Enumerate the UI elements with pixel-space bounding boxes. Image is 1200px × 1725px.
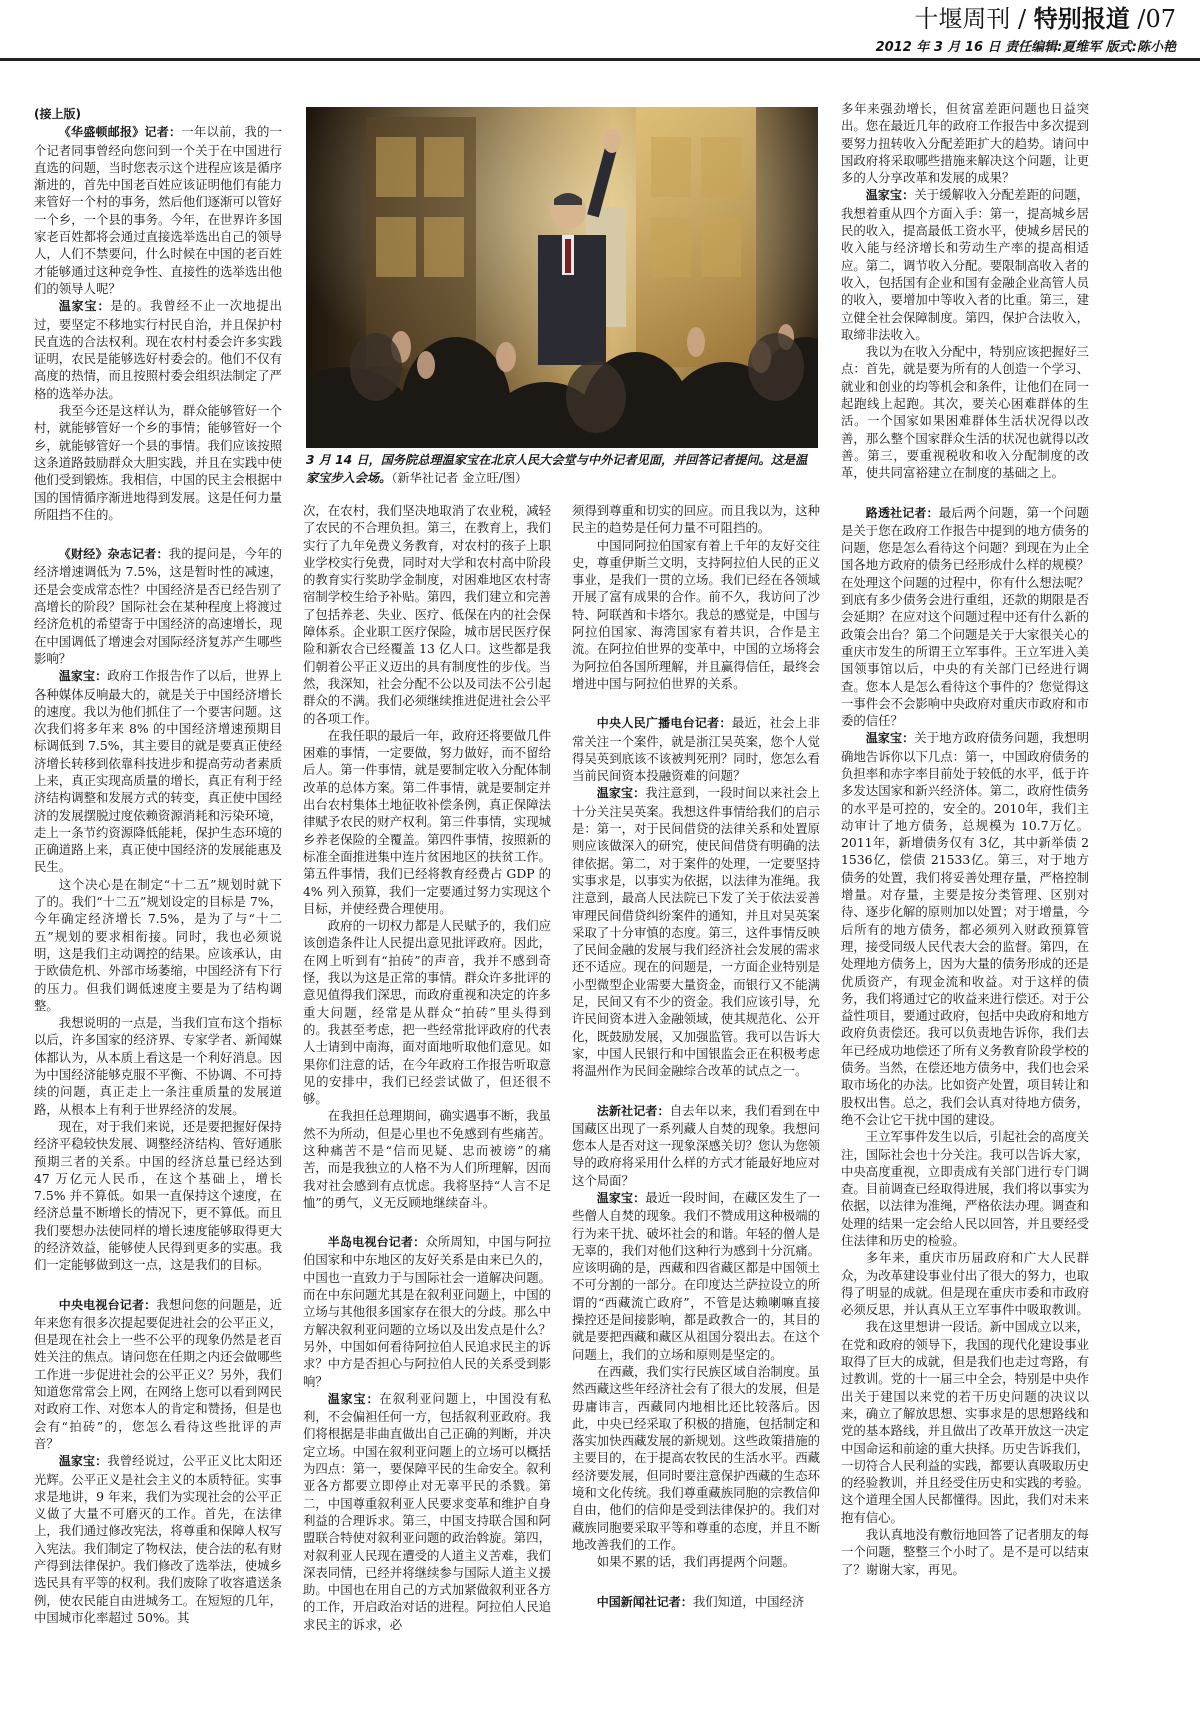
page-number: /07 (1129, 5, 1176, 33)
speaker-label: 中央电视台记者： (58, 1297, 157, 1312)
continued-marker: (接上版) (34, 107, 81, 121)
article-paragraph (572, 1593, 820, 1611)
article-paragraph (572, 1189, 820, 1363)
article-paragraph (572, 502, 820, 537)
speaker-label: 中央人民广播电台记者： (596, 716, 732, 731)
paragraph-text: 在叙利亚问题上，中国没有私利，不会偏袒任何一方，包括叙利亚政府。我们将根据是非曲直做出自己正确的判断，并决定立场。中国在叙利亚问题上的立场可以概括为四点：第一，要保障平民的生命安全。叙利亚各方都要立即停止对无辜平民的杀戮。第二，中国尊重叙利亚人民要求变革和维护自身利益的合理诉求。第三，中国支持联合国和阿盟联合特使对叙利亚问题的政治斡旋。第四，对叙利亚人民现在遭受的人道主义苦难，我们深表同情，已经并将继续参与国际人道主义援助。中国也在用自己的方式加紧做叙利亚各方的工作，开启政治对话的进程。阿拉伯人民追求民主的诉求，必 (303, 1390, 551, 1632)
article-paragraph (841, 186, 1089, 343)
paper-name: 十堰周刊 (914, 5, 1011, 33)
article-paragraph (34, 123, 282, 297)
paragraph-text: 是的。我曾经不止一次地提出过，要坚定不移地实行村民自治，并且保护村民直选的合法权利。现在农村村委会许多实践证明，农民是能够选好村委会的。他们不仅有高度的热情，而且按照村委会组织法制定了严格的选举办法。 (34, 298, 282, 401)
paragraph-text: 关于缓解收入分配差距的问题，我想着重从四个方面入手：第一，提高城乡居民的收入，提高最低工资水平，使城乡居民的收入能与经济增长和劳动生产率的提高相适应。第二，调节收入分配。要限制高收入者的收入，包括国有企业和国有金融企业高管人员的收入，要增加中等收入者的比重。第三，建立健全社会保障制度。第四，保护合法收入，取缔非法收入。 (841, 187, 1089, 342)
article-paragraph (303, 1390, 551, 1633)
speaker-label: 半岛电视台记者： (327, 1235, 426, 1250)
header-rule (0, 58, 1200, 61)
article-paragraph (841, 1249, 1089, 1318)
paragraph-text: 我曾经说过，公平正义比太阳还光辉。公平正义是社会主义的本质特征。实事求是地讲，9 年来，我们为实现社会的公平正义做了大量不可磨灭的工作。首先，在法律上，我们通过修改宪法，将尊重和保障人权写入宪法。我们制定了物权法，使合法的私有财产得到法律保护。我们修改了选举法，使城乡选民具有平等的权利。我们废除了收容遣送条例，使农民能自由进城务工。在短短的几年，中国城市化率超过 50%。其 (34, 1453, 282, 1625)
paragraph-text: 中国同阿拉伯国家有着上千年的友好交往史，尊重伊斯兰文明，支持阿拉伯人民的正义事业，是我们一贯的立场。我们已经在各领域开展了富有成果的合作。前不久，我访问了沙特、阿联酋和卡塔尔。我总的感觉是，中国与阿拉伯国家、海湾国家有着共识，合作是主流。在阿拉伯世界的变革中，中国的立场将会为阿拉伯各国所理解，并且赢得信任，最终会增进中国与阿拉伯世界的关系。 (572, 537, 820, 691)
article-paragraph (572, 714, 820, 784)
paragraph-text: 我至今还是这样认为，群众能够管好一个村，就能够管好一个乡的事情；能够管好一个乡，就能够管好一个县的事情。我们应该按照这条道路鼓励群众大胆实践，并且在实践中使他们受到锻炼。我相信，中国的民主会根据中国的国情循序渐进地得到发展。这是任何力量所阻挡不住的。 (34, 403, 282, 522)
article-paragraph (572, 784, 820, 1079)
speaker-label: 中国新闻社记者： (596, 1594, 693, 1609)
article-paragraph (841, 504, 1089, 730)
paragraph-text: 最近一段时间，在藏区发生了一些僧人自焚的现象。我们不赞成用这种极端的行为来干扰、破坏社会的和谐。年轻的僧人是无辜的，我们对他们这种行为感到十分沉痛。应该明确的是，西藏和四省藏区都是中国领土不可分割的一部分。在印度达兰萨拉设立的所谓的“西藏流亡政府”，不管是达赖喇嘛直接操控还是间接影响，都是政教合一的，其目的就是要把西藏和藏区从祖国分裂出去。在这个问题上，我们的立场和原则是坚定的。 (572, 1189, 820, 1362)
article-paragraph (841, 1526, 1089, 1578)
article-paragraph (34, 545, 282, 667)
speaker-label: 温家宝： (327, 1391, 380, 1406)
speaker-label: 温家宝： (596, 786, 646, 801)
news-photo (306, 107, 818, 448)
paragraph-text: 最后两个问题，第一个问题是关于您在政府工作报告中提到的地方债务的问题，您是怎么看待这个问题？到现在为止全国各地方政府的债务已经形成什么样的规模？在处理这个问题的过程中，你有什么想法呢？到底有多少债务会进行重组，还款的期限是否会延期？在应对这个问题过程中还有什么新的政策会出台？第二个问题是关于大家很关心的重庆市发生的所谓王立军事件。王立军进入美国领事馆以后，中央的有关部门已经进行调查。您本人是怎么看待这个事件的？您觉得这一事件会不会影响中央政府对重庆市政府和市委的信任？ (841, 504, 1089, 729)
paragraph-text: 这个决心是在制定“十二五”规划时就下了的。我们“十二五”规划设定的目标是 7%，今年确定经济增长 7.5%，是为了与“十二五”规划的要求相衔接。同时，我也必须说明，这是我们主动调控的结果。应该承认，由于欧债危机、外部市场萎缩，中国经济有下行的压力。但我们调低速度主要是为了结构调整。 (34, 876, 282, 1013)
paragraph-text: 政府的一切权力都是人民赋予的，我们应该创造条件让人民提出意见批评政府。因此，在网上听到有“拍砖”的声音，我并不感到奇怪，我以为这是正常的事情。群众许多批评的意见值得我们深思，而政府重视和决定的许多重大问题，经常是从群众“拍砖”里头得到的。我甚至考虑，把一些经常批评政府的代表人士请到中南海，面对面地听取他们意见。如果你们注意的话，在今年政府工作报告听取意见的安排中，我们已经尝试做了，但还很不够。 (303, 918, 551, 1107)
speaker-label: 温家宝： (58, 669, 108, 684)
article-paragraph (841, 343, 1089, 481)
caption-credit: （新华社记者 金立旺/图） (391, 470, 528, 485)
article-paragraph (572, 537, 820, 693)
paragraph-text: 最近，社会上非常关注一个案件，就是浙江吴英案，您个人觉得吴英到底该不该被判死刑？同时，您怎么看当前民间资本投融资难的问题？ (572, 715, 820, 784)
speaker-label: 路透社记者： (865, 505, 939, 520)
paragraph-text: 我认真地没有敷衍地回答了记者朋友的每一个问题，整整三个小时了。是不是可以结束了？谢谢大家，再见。 (841, 1527, 1089, 1577)
article-paragraph (303, 502, 551, 727)
article-paragraph (34, 1118, 282, 1274)
caption-main: 3 月 14 日，国务院总理温家宝在北京人民大会堂与中外记者见面，并回答记者提问。这是温家宝步入会场。 (306, 453, 808, 485)
speaker-label: 法新社记者： (596, 1103, 670, 1118)
page-title (914, 4, 1176, 34)
paragraph-text: 我想说明的一点是，当我们宣布这个指标以后，许多国家的经济界、专家学者、新闻媒体都认为，从本质上看这是一个利好消息。因为中国经济能够克服不平衡、不协调、不可持续的问题，真正走上一条注重质量的发展道路，从根本上有利于世界经济的发展。 (34, 1015, 282, 1117)
speaker-label: 温家宝： (865, 731, 915, 746)
issue-meta: 2012 年 3 月 16 日 责任编辑:夏维军 版式:陈小艳 (875, 40, 1176, 55)
article-paragraph (572, 1553, 820, 1570)
paragraph-text: 我在这里想讲一段话。新中国成立以来，在党和政府的领导下，我国的现代化建设事业取得了巨大的成就，但是我们也走过弯路，有过教训。党的十一届三中全会，特别是中央作出关于建国以来党的若干历史问题的决议以来，确立了解放思想、实事求是的思想路线和党的基本路线，并且做出了改革开放这一决定中国命运和前途的重大抉择。历史告诉我们，一切符合人民利益的实践，都要认真吸取历史的经验教训，并且经受住历史和实践的考验。这个道理全国人民都懂得。因此，我们对未来抱有信心。 (841, 1319, 1089, 1525)
paragraph-text: 政府工作报告作了以后，世界上各种媒体反响最大的，就是关于中国经济增长的速度。我以为他们抓住了一个要害问题。这次我们将多年来 8% 的中国经济增速预期目标调低到 7.5%，其主要目的就是要真正使经济增长转移到依靠科技进步和提高劳动者素质上来，真正实现高质量的增长，真正有利于经济结构调整和发展方式的转变，真正使中国经济的发展摆脱过度依赖资源消耗和污染环境，走上一条节约资源降低能耗，保护生态环境的正确道路上来，真正使中国经济的发展能惠及民生。 (34, 668, 282, 875)
paragraph-text: 现在，对于我们来说，还是要把握好保持经济平稳较快发展、调整经济结构、管好通胀预期三者的关系。中国的经济总量已经达到 47 万亿元人民币，在这个基础上，增长 7.5% 并不算低。如果一直保持这个速度，在经济总量不断增长的情况下，更不算低。而且我们要想办法使同样的增长速度能够取得更大的经济效益，能够使人民得到更多的实惠。我们一定能够做到这一点，这是我们的目标。 (34, 1118, 282, 1273)
article-column-3 (572, 502, 820, 1720)
article-paragraph (34, 876, 282, 1014)
article-column-2 (303, 502, 551, 1720)
article-paragraph (303, 1233, 551, 1390)
paragraph-text: 在西藏，我们实行民族区域自治制度。虽然西藏这些年经济社会有了很大的发展，但是毋庸讳言，西藏同内地相比还比较落后。因此，中央已经采取了积极的措施，包括制定和落实加快西藏发展的新规划。这些政策措施的主要目的，在于提高农牧民的生活水平。西藏经济要发展，但同时要注意保护西藏的生态环境和文化传统。我们尊重藏族同胞的宗教信仰自由，他们的信仰是受到法律保护的。我们对藏族同胞要采取平等和尊重的态度，并且不断地改善我们的工作。 (572, 1363, 820, 1552)
paragraph-text: 王立军事件发生以后，引起社会的高度关注，国际社会也十分关注。我可以告诉大家，中央高度重视，立即责成有关部门进行专门调查。目前调查已经取得进展，我们将以事实为依据，以法律为准绳，严格依法办理。调查和处理的结果一定会给人民以回答，并且要经受住法律和历史的检验。 (841, 1129, 1089, 1248)
article-paragraph (34, 105, 282, 123)
article-paragraph (34, 402, 282, 523)
speaker-label: 《华盛顿邮报》记者： (58, 125, 182, 140)
speaker-label: 温家宝： (58, 299, 111, 314)
title-separator: / (1010, 5, 1034, 33)
paragraph-text: 我以为在收入分配中，特别应该把握好三点：首先，就是要为所有的人创造一个学习、就业和创业的均等机会和条件，让他们在同一起跑线上起跑。其次，要关心困难群体的生活。一个国家如果困难群体生活状况得以改善，那么整个国家群众生活的状况也就得以改善。第三，要重视税收和收入分配制度的改革，使共同富裕建立在制度的基础之上。 (841, 344, 1089, 481)
masthead (0, 0, 1200, 60)
speaker-label: 温家宝： (865, 188, 915, 203)
article-paragraph (34, 297, 282, 402)
article-column-4 (841, 100, 1089, 1720)
paragraph-text: 一年以前，我的一个记者同事曾经向您问到一个关于在中国进行直选的问题，当时您表示这个进程应该是循序渐进的，首先中国老百姓应该证明他们有能力来管好一个村的事务，然后他们逐渐可以管好一个乡，一个县的事务。今年，在世界许多国家老百姓都将会通过直接选举选出自己的领导人，人们不禁要问，什么时候在中国的老百姓才能够通过这种竞争性、直接性的选举选出他们的领导人呢？ (34, 124, 282, 296)
article-paragraph (34, 667, 282, 876)
paragraph-text: 多年来，重庆市历届政府和广大人民群众，为改革建设事业付出了很大的努力，也取得了明显的成就。但是现在重庆市委和市政府必须反思，并认真从王立军事件中吸取教训。 (841, 1250, 1089, 1318)
paragraph-text: 如果不累的话，我们再提两个问题。 (596, 1554, 796, 1570)
article-paragraph (34, 1296, 282, 1453)
paragraph-text: 次，在农村，我们坚决地取消了农业税，减轻了农民的不合理负担。第三，在教育上，我们实行了九年免费义务教育，对农村的孩子上职业学校实行免费，同时对大学和农村高中阶段的教育实行奖助学金制度，对困难地区农村寄宿制学校生给予补贴。第四，我们建立和完善了包括养老、失业、医疗、低保在内的社会保障体系。企业职工医疗保险，城市居民医疗保险和新农合已经覆盖 13 亿人口。这些都是我们朝着公平正义迈出的具有制度性的步伐。当然，我深知，社会分配不公以及司法不公引起群众的不满。我们必须继续推进促进社会公平的各项工作。 (303, 503, 551, 726)
paragraph-text: 在我任职的最后一年，政府还将要做几件困难的事情，一定要做，努力做好，而不留给后人。第一件事情，就是要制定收入分配体制改革的总体方案。第二件事情，就是要制定并出台农村集体土地征收补偿条例，真正保障法律赋予农民的财产权利。第三件事情，实现城乡养老保险的全覆盖。第四件事情，按照新的标准全面推进集中连片贫困地区的扶贫工作。第五件事情，我们已经将教育经费占 GDP 的 4% 列入预算，我们一定要通过努力实现这个目标，并使经费合理使用。 (303, 727, 551, 916)
paragraph-text: 须得到尊重和切实的回应。而且我以为，这种民主的趋势是任何力量不可阻挡的。 (572, 503, 820, 536)
article-paragraph (303, 917, 551, 1107)
article-paragraph (34, 1014, 282, 1118)
paragraph-text: 自去年以来，我们看到在中国藏区出现了一系列藏人自焚的现象。我想问您本人是否对这一现象深感关切？您认为您领导的政府将采用什么样的方式才能最好地应对这个局面？ (572, 1102, 820, 1188)
article-column-1 (34, 105, 282, 1720)
article-paragraph (841, 729, 1089, 1128)
photo-caption (306, 452, 818, 487)
paragraph-text: 关于地方政府债务问题，我想明确地告诉你以下几点：第一，中国政府债务的负担率和赤字率目前处于较低的水平，低于许多发达国家和新兴经济体。第二，政府性债务的水平是可控的，安全的。2010年，我们主动审计了地方债务，总规模为 10.7万亿。2011年，新增债务仅有 3亿，其中新举债 2 1536亿，偿债 21533亿。第三，对于地方债务的处置，我们将妥善处理存量，严格控制增量。对存量，主要是按分类管理、区别对待、逐步化解的原则加以处置；对于增量，今后所有的地方债务，都必须列入财政预算管理，接受同级人民代表大会的监督。第四，在处理地方债务上，因为大量的债务形成的还是优质资产，有现金流和收益。对于这样的债务，我们将通过它的收益来进行偿还。对于公益性项目，要通过政府，包括中央政府和地方政府负责偿还。我可以负责地告诉你，我们去年已经成功地偿还了所有义务教育阶段学校的债务。当然，在偿还地方债务中，我们也会采取市场化的办法。比如资产处置，项目转让和股权出售。总之，我们会认真对待地方债务，绝不会让它干扰中国的建设。 (841, 730, 1089, 1127)
article-paragraph (572, 1102, 820, 1189)
photo-illustration (306, 107, 818, 448)
article-paragraph (34, 1452, 282, 1626)
article-paragraph (572, 1363, 820, 1553)
article-paragraph (303, 727, 551, 917)
article-paragraph (303, 1107, 551, 1211)
article-paragraph (841, 100, 1089, 186)
article-paragraph (841, 1128, 1089, 1249)
paragraph-text: 众所周知，中国与阿拉伯国家和中东地区的友好关系是由来已久的，中国也一直致力于与国际社会一道解决问题。而在中东问题尤其是在叙利亚问题上，中国的立场与其他很多国家存在很大的分歧。那么中方解决叙利亚问题的立场以及出发点是什么？另外，中国如何看待阿拉伯人民追求民主的诉求？中方是否担心与阿拉伯人民的关系受到影响？ (303, 1234, 551, 1389)
paragraph-text: 在我担任总理期间，确实遇事不断，我虽然不为所动，但是心里也不免感到有些痛苦。这种痛苦不是“信而见疑、忠而被谤”的痛苦，而是我独立的人格不为人们所理解，因而我对社会感到有点忧虑。我将坚持“人言不足恤”的勇气，义无反顾地继续奋斗。 (303, 1108, 551, 1210)
section-name: 特别报道 (1033, 5, 1130, 33)
article-paragraph (841, 1318, 1089, 1526)
speaker-label: 《财经》杂志记者： (58, 547, 169, 562)
paragraph-text: 我的提问是，今年的经济增速调低为 7.5%，这是暂时性的减速，还是会变成常态性？中国经济是否已经告别了高增长的阶段？国际社会在某种程度上将渡过经济危机的希望寄于中国经济的高速增长，现在中国调低了增速会对国际经济复苏产生哪些影响？ (34, 546, 282, 666)
paragraph-text: 多年来强劲增长，但贫富差距问题也日益突出。您在最近几年的政府工作报告中多次提到要努力扭转收入分配差距扩大的趋势。请问中国政府将采取哪些措施来解决这个问题，让更多的人分享改革和发展的成果？ (841, 101, 1089, 186)
speaker-label: 温家宝： (596, 1190, 646, 1205)
paragraph-text: 我们知道，中国经济 (692, 1593, 805, 1609)
speaker-label: 温家宝： (58, 1454, 108, 1469)
paragraph-text: 我注意到，一段时间以来社会上十分关注吴英案。我想这件事情给我们的启示是：第一，对于民间借贷的法律关系和处置原则应该做深入的研究，使民间借贷有明确的法律依据。第二，对于案件的处理，一定要坚持实事求是，以事实为依据，以法律为准绳。我注意到，最高人民法院已下发了关于依法妥善审理民间借贷纠纷案件的通知，并且对吴英案采取了十分审慎的态度。第三，这件事情反映了民间金融的发展与我们经济社会发展的需求还不适应。现在的问题是，一方面企业特别是小型微型企业需要大量资金，而银行又不能满足，民间又有不少的资金。我们应该引导，允许民间资本进入金融领域，使其规范化、公开化，既鼓励发展，又加强监管。我可以告诉大家，中国人民银行和中国银监会正在积极考虑将温州作为民间金融综合改革的试点之一。 (572, 785, 820, 1079)
paragraph-text: 我想问您的问题是，近年来您有很多次提起要促进社会的公平正义，但是现在社会上一些不公平的现象仍然是老百姓关注的焦点。请问您在任期之内还会做哪些工作进一步促进社会的公平正义？另外，我们知道您常常会上网，在网络上您可以看到网民对政府工作、对您本人的肯定和赞扬，但是也会有“拍砖”的，您怎么看待这些批评的声音？ (34, 1296, 282, 1451)
